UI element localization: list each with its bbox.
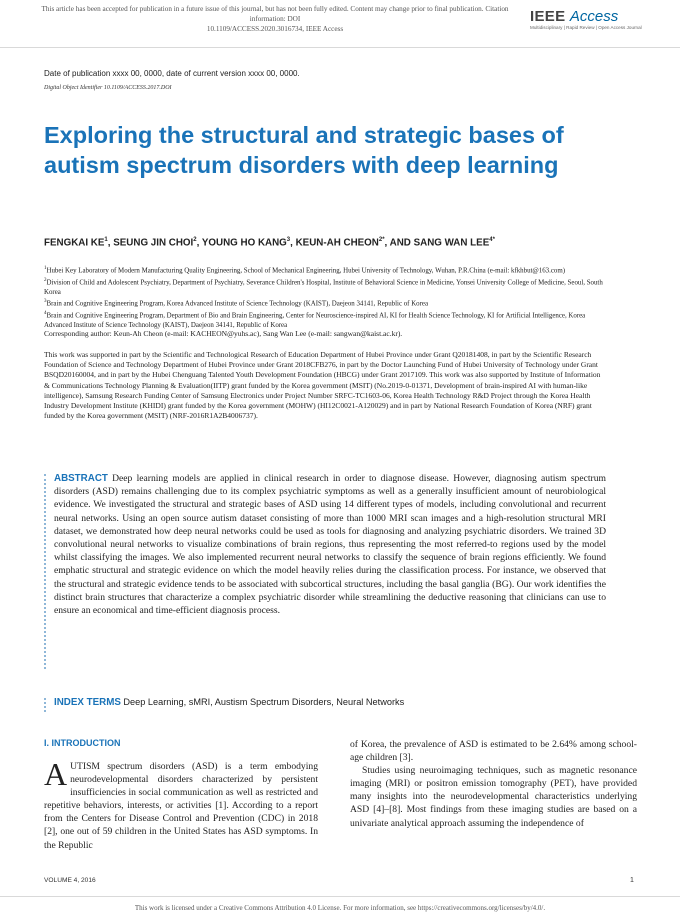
notice-line-1: This article has been accepted for publication in a future issue of this journal, but has not been fully edited. Content may change prior to final publication. Citation information: DOI [41,5,509,23]
affiliation [44,297,604,309]
affiliation-text: Hubei Key Laboratory of Modern Manufacturing Quality Engineering, School of Mechanical Engineering, Hubei University of Technology, Wuhan, P.R.China (e-mail: kfkhbut@163.com) [46,267,565,275]
author-name: KEUN-AH CHEON [295,237,379,249]
footer-volume: VOLUME 4, 2016 [44,877,96,884]
logo-tagline: Multidisciplinary | Rapid Review | Open Access Journal [530,25,642,30]
author-affiliation-mark: 2 [193,237,197,243]
affiliation-number: 3 [44,299,47,305]
abstract-dotted-bar [44,474,48,669]
index-terms-text: Deep Learning, sMRI, Austism Spectrum Disorders, Neural Networks [123,697,405,707]
author-separator: , AND [384,237,414,249]
abstract [54,472,606,617]
intro-col2-paragraph-1: of Korea, the prevalence of ASD is estimated to be 2.64% among school-age children [3]. [350,739,637,764]
affiliation [44,309,604,330]
abstract-label: ABSTRACT [54,473,108,484]
index-terms-section [44,696,606,709]
affiliation-number: 1 [44,266,47,271]
logo-access: Access [569,8,619,25]
license-notice: This work is licensed under a Creative Commons Attribution 4.0 License. For more information, see https://creativecommons.org/licenses/by/4.0/. [134,904,546,912]
footer-page-number: 1 [630,877,634,884]
corresponding-author: Corresponding author: Keun-Ah Cheon (e-mail: KACHEON@yuhs.ac), Sang Wan Lee (e-mail: sangwan@kaist.ac.kr). [44,329,403,338]
author-name: YOUNG HO KANG [201,237,287,249]
drop-cap: A [44,756,68,792]
author-name: SEUNG JIN CHOI [113,237,194,249]
affiliation-text: Division of Child and Adolescent Psychiatry, Department of Psychiatry, Severance Children's Hospital, Institute of Behavioral Science in Medicine, Yonsei University College of Medicine, Seoul, South Korea [44,279,603,296]
affiliation-number: 4 [44,311,47,317]
author-separator: , [107,237,114,249]
intro-paragraph-1 [44,756,318,852]
author-name: FENGKAI KE [44,237,105,249]
header-rule [0,47,680,48]
intro-col2-paragraph-2: Studies using neuroimaging techniques, such as magnetic resonance imaging (MRI) or positron emission tomography (PET), have provided many insights into the neurodevelopmental characteristics underlying ASD [4]–[8]. Most findings from these imaging studies are based on a univariate analytical approach assuming the independence of [350,765,637,829]
author-list [44,233,604,250]
publication-date: Date of publication xxxx 00, 0000, date of current version xxxx 00, 0000. [44,69,300,78]
ieee-access-logo [530,8,660,30]
affiliation-text: Brain and Cognitive Engineering Program, Department of Bio and Brain Engineering, Center for Neuroscience-inspired AI, KI for Health Science Technology, KI for Artificial Intelligence, Korea Advanced Institute of Science Technology (KAIST), Daejeon 34141, Republic of Korea [44,312,586,330]
affiliation [44,264,604,276]
affiliation-text: Brain and Cognitive Engineering Program, Korea Advanced Institute of Science Technology (KAIST), Daejeon 34141, Republic of Korea [46,300,429,308]
column-right [350,738,637,830]
abstract-text: Deep learning models are applied in clinical research in order to diagnose disease. However, diagnosing autism spectrum disorders (ASD) remains challenging due to its complex psychiatric symptoms as well as a generally insufficient amount of neurobiological evidence. We investigated the structural and strategic bases of ASD using 14 different types of models, including convolutional and recurrent neural networks. Using an open source autism dataset consisting of more than 1000 MRI scan images and a high-resolution structural MRI dataset, we demonstrated how deep neural networks could be used as tools for diagnosing and analyzing psychiatric disorders. We trained 3D convolutional neural networks to visualize combinations of brain regions, thus representing the most referred-to regions used by the model whilst classifying the images. We also implemented recurrent neural networks to classify the sequence of brain regions efficiently. We found emphatic structural and strategic evidence on which the model heavily relies during the classification process. For instance, we observed that the structural and strategic evidence tends to be associated with subcortical structures, including the basal ganglia (BG). Our work identifies the distinct brain structures that characterize a complex psychiatric disorder while streamlining the deductive reasoning that clinicians can use to ensure an economical and time-efficient diagnosis process. [54,473,606,617]
author-affiliation-mark: 3 [286,237,291,243]
doi: Digital Object Identifier 10.1109/ACCESS.2017.DOI [44,85,172,91]
logo-ieee: IEEE [530,8,566,25]
affiliations [44,264,604,331]
author-name: SANG WAN LEE [413,237,490,249]
column-left [44,738,318,852]
paper-title: Exploring the structural and strategic bases of autism spectrum disorders with deep learning [44,122,564,178]
section-heading: I. INTRODUCTION [44,738,121,748]
top-notice [40,4,510,34]
author-affiliation-mark: 2* [378,237,385,243]
affiliation [44,276,604,297]
funding-note: This work was supported in part by the Scientific and Technological Research of Education Department of Hubei Province under Grant Q20181408, in part by the Scientific Research Foundation of Science and Technology Department of Hubei Province under Grant 2018CFB276, in part by the Doctor Launching Fund of Hubei University of Technology under Grant BSQD20160004, and in part by the Hubei Chenguang Talented Youth Development Foundation (HBCG) under Grant 2017109. This work was also supported by Institute of Information & Communications Technology Planning & Evaluation(IITP) grant funded by the Korea government (MSIT) (No.2019-0-01371, Development of brain-inspired AI with human-like intelligence), Samsung Research Funding Center of Samsung Electronics under Project Number SRFC-TC1603-06, Korea Health Technology R&D Project through the Korea Health Industry Development Institute (KHIDI) grant funded by the Korea government (MOHW) (HI12C0021-A120029) and in part by National Research Foundation of Korea (NRF) grant funded by the Korea government (MSIT) (NRF-2016R1A2B4006737). [44,350,601,421]
index-dotted-bar [44,698,48,712]
author-separator: , [196,237,202,249]
affiliation-number: 2 [44,277,47,283]
intro-paragraph-1-text: UTISM spectrum disorders (ASD) is a term embodying neurodevelopmental disorders characterized by persistent insufficiencies in social communication as well as restricted and repetitive behaviors, interests, or activities [1]. According to a report from the Centers for Disease Control and Prevention (CDC) in 2018 [2], one out of 59 children in the United States has ASD symptoms. In the Republic [44,761,318,851]
author-affiliation-mark: 4* [489,237,495,243]
author-separator: , [290,237,296,249]
author-affiliation-mark: 1 [104,237,108,243]
footer-rule [0,896,680,897]
abstract-section [44,472,606,617]
index-terms [54,696,606,709]
index-terms-label: INDEX TERMS [54,697,121,708]
notice-line-2: 10.1109/ACCESS.2020.3016734, IEEE Access [206,25,344,33]
